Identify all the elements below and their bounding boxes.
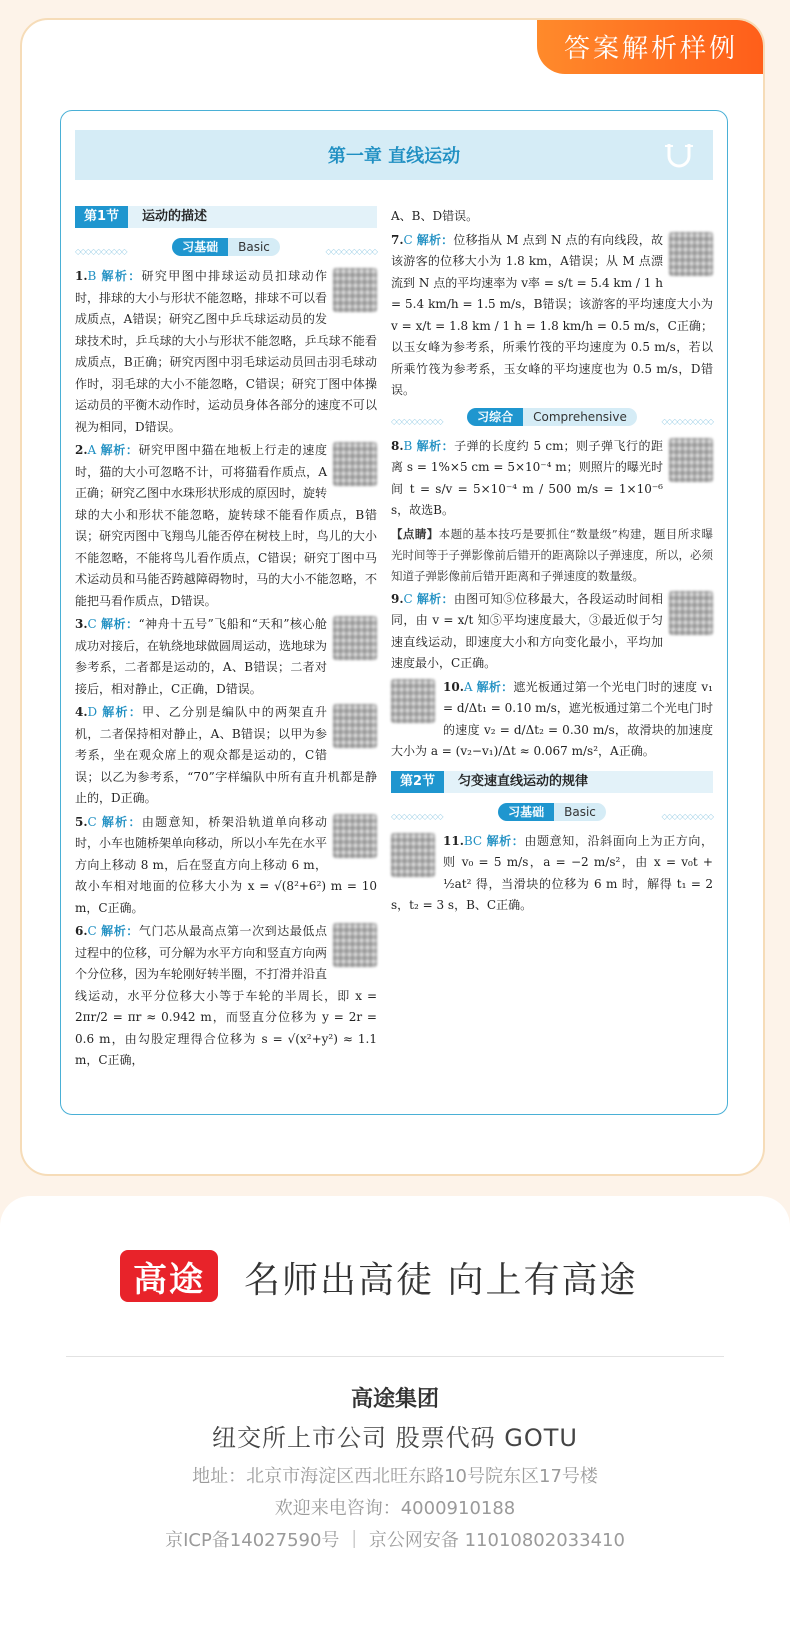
level-band bbox=[75, 236, 377, 258]
answer-item-9: 9.C 解析：由图可知⑤位移最大，各段运动时间相同，由 v = x/t 知⑤平均速度最大，③最近似于匀速直线运动，即速度大小和方向变化最小，平均加速度最小，C正确。 bbox=[391, 589, 713, 675]
answer-choice: B bbox=[403, 438, 413, 453]
qr-code[interactable] bbox=[333, 923, 377, 967]
icp-record: 京ICP备14027590号 ｜ 京公网安备 11010802033410 bbox=[165, 1530, 625, 1551]
brand-footer bbox=[0, 1196, 790, 1638]
brand-slogan: 名师出高徒 向上有高途 bbox=[244, 1260, 638, 1301]
qr-code[interactable] bbox=[669, 438, 713, 482]
answer-item-2: 2.A 解析：研究甲图中猫在地板上行走的速度时，猫的大小可忽略不计，可将猫看作质点，A正确；研究乙图中水珠形状形成的原因时，旋转球的大小和形状不能忽略，旋转球不能看作质点，B错误；研究丙图中飞翔鸟儿能否停在树枝上时，鸟儿的大小不能忽略，不能将鸟儿看作质点，C错误；研究丁图中马术运动员和马能否跨越障碍物时，马的大小不能忽略，不能把马看作质点，D错误。 bbox=[75, 443, 377, 608]
answer-sample-badge: 答案解析样例 bbox=[537, 18, 765, 74]
chapter-title-bar bbox=[75, 130, 713, 180]
section-title: 运动的描述 bbox=[142, 209, 208, 225]
level-band bbox=[391, 406, 713, 428]
section-number: 第1节 bbox=[75, 206, 128, 228]
level-label: ◇◇◇◇◇◇◇◇◇◇ 习基础 bbox=[498, 803, 554, 821]
answer-choice: B bbox=[87, 269, 97, 283]
section-header bbox=[75, 206, 377, 228]
divider bbox=[66, 1356, 724, 1357]
answer-choice: C bbox=[87, 924, 97, 938]
key-point-note: 【点睛】本题的基本技巧是要抓住“数量级”构建，题目所求曝光时间等于子弹影像前后错开的距离除以子弹速度，所以，必须知道子弹影像前后错开距离和子弹速度的数量级。 bbox=[391, 526, 713, 583]
continued-text: A、B、D错误。 bbox=[391, 209, 479, 223]
company-name: 高途集团 bbox=[350, 1387, 439, 1412]
answer-choice: A bbox=[463, 679, 473, 694]
answer-item-11: 11.BC 解析：由题意知，沿斜面向上为正方向，则 v₀ = 5 m/s，a = −2 m/s²，由 x = v₀t + ½at² 得，当滑块的位移为 6 m 时，解得 t₁ = 2 s，t₂ = 3 s，B、C正确。 bbox=[391, 833, 713, 912]
qr-code[interactable] bbox=[333, 704, 377, 748]
chapter-title: 第一章 直线运动 bbox=[327, 146, 461, 167]
level-label-en: Basic bbox=[228, 238, 280, 256]
answer-item-1: 1.B 解析：研究甲图中排球运动员扣球动作时，排球的大小与形状不能忽略，排球不可以看成质点，A错误；研究乙图中乒乓球运动员的发球技术时，乒乓球的大小与形状不能忽略，乒乓球不能看成质点，B正确；研究丙图中羽毛球运动员回击羽毛球动作时，羽毛球的大小不能忽略，C错误；研究丁图中体操运动员的平衡木动作时，运动员身体各部分的速度不可以视为相同，D错误。 bbox=[75, 269, 377, 434]
listing-info: 纽交所上市公司 股票代码 GOTU bbox=[212, 1424, 578, 1452]
level-label: ◇◇◇◇◇◇◇◇◇◇ 习基础 bbox=[172, 238, 228, 256]
answer-choice: D bbox=[87, 705, 98, 719]
qr-code[interactable] bbox=[669, 591, 713, 635]
answer-item-4: 4.D 解析：甲、乙分别是编队中的两架直升机，二者保持相对静止，A、B错误；以甲为参考系，坐在观众席上的观众都是运动的，C错误；以乙为参考系，“70”字样编队中所有直升机都是静止的，D正确。 bbox=[75, 705, 377, 805]
answer-choice: C bbox=[87, 814, 97, 829]
magnet-icon bbox=[663, 140, 695, 170]
answer-choice: C bbox=[403, 232, 413, 247]
answer-item-3: 3.C 解析：“神舟十五号”飞船和“天和”核心舱成功对接后，在轨绕地球做圆周运动，选地球为参考系，二者都是运动的，A、B错误；二者对接后，相对静止，C正确，D错误。 bbox=[75, 614, 377, 700]
answer-item-8: 8.B 解析：子弹的长度约 5 cm；则子弹飞行的距离 s = 1%×5 cm = 5×10⁻⁴ m；则照片的曝光时间 t = s/v = 5×10⁻⁴ m / 500 m/s = 1×10⁻⁶ s，故选B。 bbox=[391, 436, 713, 522]
right-column bbox=[391, 206, 713, 919]
answer-item-6: 6.C 解析：气门芯从最高点第一次到达最低点过程中的位移，可分解为水平方向和竖直方向两个分位移，因为车轮刚好转半圈，不打滑并沿直线运动，水平分位移大小等于车轮的半周长，即 x = 2πr/2 = πr ≈ 0.942 m，而竖直分位移为 y = 2r = 0.6 m，由勾股定理得合位移为 s = √(x²+y²) ≈ 1.1 m，C正确， bbox=[75, 924, 377, 1067]
answer-choice: C bbox=[403, 591, 413, 606]
answer-page-frame bbox=[60, 110, 728, 1115]
gaotu-logo: 高途 bbox=[120, 1250, 218, 1302]
level-band bbox=[391, 801, 713, 823]
answer-choice: A bbox=[87, 443, 97, 457]
qr-code[interactable] bbox=[333, 814, 377, 858]
qr-code[interactable] bbox=[669, 232, 713, 276]
contact-phone: 欢迎来电咨询：4000910188 bbox=[274, 1498, 516, 1519]
company-address: 地址：北京市海淀区西北旺东路10号院东区17号楼 bbox=[192, 1466, 598, 1487]
answer-item-7: 7.C 解析：位移指从 M 点到 N 点的有向线段，故该游客的位移大小为 1.8 km，A错误；从 M 点漂流到 N 点的平均速率为 v率 = s/t = 5.4 km / 1 h = 5.4 km/h = 1.5 m/s，B错误；该游客的平均速度大小为 v = x/t = 1.8 km / 1 h = 1.8 km/h = 0.5 m/s，C正确；以玉女峰为参考系，所乘竹筏的平均速度为 0.5 m/s，若以所乘竹筏为参考系，玉女峰的平均速度也为 0.5 m/s，D错误。 bbox=[391, 232, 713, 397]
level-label-en: Comprehensive bbox=[523, 408, 637, 426]
left-column bbox=[75, 206, 377, 1074]
level-label-en: Basic bbox=[554, 803, 606, 821]
section-title: 匀变速直线运动的规律 bbox=[458, 773, 589, 789]
answer-choice: BC bbox=[463, 833, 483, 848]
answer-choice: C bbox=[87, 617, 97, 631]
level-label: ◇◇◇◇◇◇◇◇◇◇ 习综合 bbox=[467, 408, 523, 426]
qr-code[interactable] bbox=[333, 268, 377, 312]
qr-code[interactable] bbox=[391, 679, 435, 723]
qr-code[interactable] bbox=[333, 442, 377, 486]
answer-sample-card bbox=[20, 18, 765, 1176]
answer-item-10: 10.A 解析：遮光板通过第一个光电门时的速度 v₁ = d/Δt₁ = 0.10 m/s，遮光板通过第二个光电门时的速度 v₂ = d/Δt₂ = 0.30 m/s，故滑块的加速度大小为 a = (v₂−v₁)/Δt ≈ 0.067 m/s²，A正确。 bbox=[391, 679, 713, 758]
qr-code[interactable] bbox=[391, 833, 435, 877]
qr-code[interactable] bbox=[333, 616, 377, 660]
section-number: 第2节 bbox=[391, 771, 444, 793]
section-header bbox=[391, 771, 713, 793]
answer-item-5: 5.C 解析：由题意知，桥架沿轨道单向移动时，小车也随桥架单向移动，所以小车先在水平方向上移动 8 m，后在竖直方向上移动 6 m，故小车相对地面的位移大小为 x = √(8²+6²) m = 10 m，C正确。 bbox=[75, 814, 377, 915]
